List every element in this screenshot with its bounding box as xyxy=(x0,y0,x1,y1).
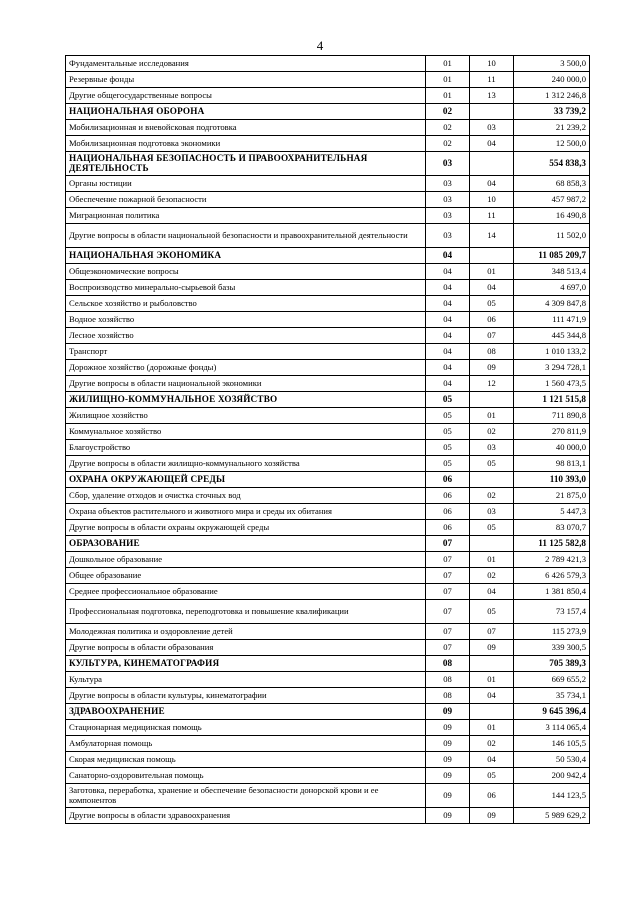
amount-cell: 16 490,8 xyxy=(514,208,590,224)
amount-cell: 240 000,0 xyxy=(514,72,590,88)
section-code-cell: 05 xyxy=(426,392,470,408)
section-code-cell: 04 xyxy=(426,280,470,296)
item-name-cell: Мобилизационная и вневойсковая подготовка xyxy=(66,120,426,136)
section-code-cell: 02 xyxy=(426,136,470,152)
amount-cell: 50 530,4 xyxy=(514,752,590,768)
subsection-code-cell: 06 xyxy=(470,312,514,328)
subsection-code-cell: 03 xyxy=(470,504,514,520)
amount-cell: 3 114 065,4 xyxy=(514,720,590,736)
section-code-cell: 07 xyxy=(426,552,470,568)
subsection-code-cell: 05 xyxy=(470,456,514,472)
item-name-cell: НАЦИОНАЛЬНАЯ ЭКОНОМИКА xyxy=(66,248,426,264)
item-name-cell: Другие вопросы в области национальной безопасности и правоохранительной деятельности xyxy=(66,224,426,248)
subsection-code-cell xyxy=(470,104,514,120)
amount-cell: 339 300,5 xyxy=(514,640,590,656)
section-code-cell: 09 xyxy=(426,808,470,824)
item-name-cell: Другие вопросы в области здравоохранения xyxy=(66,808,426,824)
amount-cell: 1 381 850,4 xyxy=(514,584,590,600)
section-code-cell: 08 xyxy=(426,672,470,688)
amount-cell: 144 123,5 xyxy=(514,784,590,808)
section-code-cell: 08 xyxy=(426,656,470,672)
item-name-cell: Культура xyxy=(66,672,426,688)
section-code-cell: 04 xyxy=(426,296,470,312)
table-row xyxy=(66,552,590,568)
amount-cell: 1 121 515,8 xyxy=(514,392,590,408)
subsection-code-cell: 09 xyxy=(470,808,514,824)
subsection-code-cell: 09 xyxy=(470,360,514,376)
amount-cell: 83 070,7 xyxy=(514,520,590,536)
subsection-code-cell xyxy=(470,704,514,720)
item-name-cell: Дорожное хозяйство (дорожные фонды) xyxy=(66,360,426,376)
subsection-code-cell: 01 xyxy=(470,408,514,424)
section-code-cell: 04 xyxy=(426,312,470,328)
subsection-code-cell: 05 xyxy=(470,768,514,784)
item-name-cell: Жилищное хозяйство xyxy=(66,408,426,424)
table-row xyxy=(66,136,590,152)
subsection-code-cell xyxy=(470,152,514,176)
table-row xyxy=(66,88,590,104)
subsection-code-cell: 05 xyxy=(470,600,514,624)
subsection-code-cell: 03 xyxy=(470,120,514,136)
amount-cell: 21 239,2 xyxy=(514,120,590,136)
table-row xyxy=(66,600,590,624)
item-name-cell: Фундаментальные исследования xyxy=(66,56,426,72)
item-name-cell: Воспроизводство минерально-сырьевой базы xyxy=(66,280,426,296)
subsection-code-cell: 04 xyxy=(470,280,514,296)
table-row xyxy=(66,208,590,224)
table-row xyxy=(66,456,590,472)
item-name-cell: Другие общегосударственные вопросы xyxy=(66,88,426,104)
table-row xyxy=(66,424,590,440)
section-code-cell: 05 xyxy=(426,424,470,440)
subsection-code-cell: 13 xyxy=(470,88,514,104)
section-code-cell: 04 xyxy=(426,328,470,344)
subsection-code-cell: 02 xyxy=(470,736,514,752)
subsection-code-cell xyxy=(470,248,514,264)
subsection-code-cell: 04 xyxy=(470,688,514,704)
section-code-cell: 05 xyxy=(426,456,470,472)
item-name-cell: Коммунальное хозяйство xyxy=(66,424,426,440)
subsection-code-cell: 05 xyxy=(470,520,514,536)
table-row xyxy=(66,624,590,640)
section-row xyxy=(66,152,590,176)
item-name-cell: Сельское хозяйство и рыболовство xyxy=(66,296,426,312)
amount-cell: 9 645 396,4 xyxy=(514,704,590,720)
section-code-cell: 09 xyxy=(426,720,470,736)
subsection-code-cell: 02 xyxy=(470,424,514,440)
section-row xyxy=(66,656,590,672)
subsection-code-cell: 14 xyxy=(470,224,514,248)
section-code-cell: 03 xyxy=(426,208,470,224)
subsection-code-cell: 04 xyxy=(470,584,514,600)
amount-cell: 40 000,0 xyxy=(514,440,590,456)
amount-cell: 270 811,9 xyxy=(514,424,590,440)
item-name-cell: ЗДРАВООХРАНЕНИЕ xyxy=(66,704,426,720)
subsection-code-cell: 10 xyxy=(470,192,514,208)
section-code-cell: 09 xyxy=(426,752,470,768)
subsection-code-cell: 01 xyxy=(470,264,514,280)
subsection-code-cell: 07 xyxy=(470,624,514,640)
amount-cell: 6 426 579,3 xyxy=(514,568,590,584)
amount-cell: 4 309 847,8 xyxy=(514,296,590,312)
subsection-code-cell: 04 xyxy=(470,752,514,768)
amount-cell: 1 010 133,2 xyxy=(514,344,590,360)
table-row xyxy=(66,584,590,600)
item-name-cell: Амбулаторная помощь xyxy=(66,736,426,752)
subsection-code-cell: 04 xyxy=(470,136,514,152)
table-row xyxy=(66,752,590,768)
table-row xyxy=(66,688,590,704)
section-row xyxy=(66,248,590,264)
table-row xyxy=(66,376,590,392)
table-row xyxy=(66,568,590,584)
amount-cell: 711 890,8 xyxy=(514,408,590,424)
section-code-cell: 02 xyxy=(426,120,470,136)
section-code-cell: 09 xyxy=(426,736,470,752)
subsection-code-cell: 04 xyxy=(470,176,514,192)
page-number: 4 xyxy=(316,38,324,53)
table-row xyxy=(66,408,590,424)
section-code-cell: 05 xyxy=(426,440,470,456)
amount-cell: 705 389,3 xyxy=(514,656,590,672)
section-code-cell: 06 xyxy=(426,520,470,536)
section-code-cell: 04 xyxy=(426,248,470,264)
amount-cell: 115 273,9 xyxy=(514,624,590,640)
amount-cell: 554 838,3 xyxy=(514,152,590,176)
amount-cell: 457 987,2 xyxy=(514,192,590,208)
budget-table-body xyxy=(66,56,590,824)
section-code-cell: 04 xyxy=(426,264,470,280)
section-code-cell: 04 xyxy=(426,360,470,376)
section-code-cell: 01 xyxy=(426,56,470,72)
section-code-cell: 07 xyxy=(426,584,470,600)
section-row xyxy=(66,104,590,120)
table-row xyxy=(66,520,590,536)
subsection-code-cell: 02 xyxy=(470,488,514,504)
amount-cell: 11 085 209,7 xyxy=(514,248,590,264)
table-row xyxy=(66,264,590,280)
section-code-cell: 07 xyxy=(426,640,470,656)
amount-cell: 5 447,3 xyxy=(514,504,590,520)
section-code-cell: 06 xyxy=(426,472,470,488)
item-name-cell: Общее образование xyxy=(66,568,426,584)
table-row xyxy=(66,488,590,504)
subsection-code-cell: 11 xyxy=(470,208,514,224)
amount-cell: 669 655,2 xyxy=(514,672,590,688)
table-row xyxy=(66,720,590,736)
item-name-cell: Благоустройство xyxy=(66,440,426,456)
amount-cell: 348 513,4 xyxy=(514,264,590,280)
table-row xyxy=(66,784,590,808)
subsection-code-cell: 05 xyxy=(470,296,514,312)
table-row xyxy=(66,736,590,752)
subsection-code-cell: 03 xyxy=(470,440,514,456)
section-code-cell: 06 xyxy=(426,504,470,520)
subsection-code-cell xyxy=(470,536,514,552)
table-row xyxy=(66,120,590,136)
table-row xyxy=(66,312,590,328)
item-name-cell: Другие вопросы в области культуры, кинематографии xyxy=(66,688,426,704)
section-code-cell: 07 xyxy=(426,624,470,640)
item-name-cell: Другие вопросы в области охраны окружающей среды xyxy=(66,520,426,536)
item-name-cell: НАЦИОНАЛЬНАЯ БЕЗОПАСНОСТЬ И ПРАВООХРАНИТЕЛЬНАЯ ДЕЯТЕЛЬНОСТЬ xyxy=(66,152,426,176)
section-row xyxy=(66,472,590,488)
table-row xyxy=(66,440,590,456)
item-name-cell: Другие вопросы в области национальной экономики xyxy=(66,376,426,392)
item-name-cell: Водное хозяйство xyxy=(66,312,426,328)
amount-cell: 68 858,3 xyxy=(514,176,590,192)
item-name-cell: Обеспечение пожарной безопасности xyxy=(66,192,426,208)
section-code-cell: 01 xyxy=(426,72,470,88)
item-name-cell: Скорая медицинская помощь xyxy=(66,752,426,768)
subsection-code-cell: 01 xyxy=(470,720,514,736)
section-code-cell: 04 xyxy=(426,376,470,392)
amount-cell: 445 344,8 xyxy=(514,328,590,344)
section-row xyxy=(66,536,590,552)
subsection-code-cell: 06 xyxy=(470,784,514,808)
table-row xyxy=(66,176,590,192)
item-name-cell: НАЦИОНАЛЬНАЯ ОБОРОНА xyxy=(66,104,426,120)
item-name-cell: КУЛЬТУРА, КИНЕМАТОГРАФИЯ xyxy=(66,656,426,672)
amount-cell: 98 813,1 xyxy=(514,456,590,472)
section-code-cell: 04 xyxy=(426,344,470,360)
item-name-cell: ЖИЛИЩНО-КОММУНАЛЬНОЕ ХОЗЯЙСТВО xyxy=(66,392,426,408)
item-name-cell: Органы юстиции xyxy=(66,176,426,192)
subsection-code-cell: 10 xyxy=(470,56,514,72)
item-name-cell: ОБРАЗОВАНИЕ xyxy=(66,536,426,552)
amount-cell: 1 312 246,8 xyxy=(514,88,590,104)
item-name-cell: Общеэкономические вопросы xyxy=(66,264,426,280)
item-name-cell: Резервные фонды xyxy=(66,72,426,88)
amount-cell: 35 734,1 xyxy=(514,688,590,704)
section-code-cell: 05 xyxy=(426,408,470,424)
amount-cell: 3 294 728,1 xyxy=(514,360,590,376)
amount-cell: 73 157,4 xyxy=(514,600,590,624)
table-row xyxy=(66,72,590,88)
section-row xyxy=(66,392,590,408)
item-name-cell: Транспорт xyxy=(66,344,426,360)
table-row xyxy=(66,640,590,656)
item-name-cell: Дошкольное образование xyxy=(66,552,426,568)
section-code-cell: 08 xyxy=(426,688,470,704)
amount-cell: 1 560 473,5 xyxy=(514,376,590,392)
subsection-code-cell: 07 xyxy=(470,328,514,344)
table-row xyxy=(66,504,590,520)
amount-cell: 110 393,0 xyxy=(514,472,590,488)
subsection-code-cell: 08 xyxy=(470,344,514,360)
section-code-cell: 09 xyxy=(426,768,470,784)
item-name-cell: Заготовка, переработка, хранение и обеспечение безопасности донорской крови и ее компонентов xyxy=(66,784,426,808)
item-name-cell: Молодежная политика и оздоровление детей xyxy=(66,624,426,640)
section-code-cell: 03 xyxy=(426,192,470,208)
amount-cell: 111 471,9 xyxy=(514,312,590,328)
table-row xyxy=(66,224,590,248)
subsection-code-cell: 02 xyxy=(470,568,514,584)
subsection-code-cell: 01 xyxy=(470,552,514,568)
subsection-code-cell xyxy=(470,392,514,408)
item-name-cell: Миграционная политика xyxy=(66,208,426,224)
amount-cell: 4 697,0 xyxy=(514,280,590,296)
amount-cell: 12 500,0 xyxy=(514,136,590,152)
item-name-cell: Другие вопросы в области жилищно-коммунального хозяйства xyxy=(66,456,426,472)
amount-cell: 33 739,2 xyxy=(514,104,590,120)
item-name-cell: Лесное хозяйство xyxy=(66,328,426,344)
item-name-cell: Среднее профессиональное образование xyxy=(66,584,426,600)
amount-cell: 200 942,4 xyxy=(514,768,590,784)
item-name-cell: Сбор, удаление отходов и очистка сточных вод xyxy=(66,488,426,504)
budget-table xyxy=(65,55,590,824)
subsection-code-cell: 11 xyxy=(470,72,514,88)
item-name-cell: Другие вопросы в области образования xyxy=(66,640,426,656)
table-row xyxy=(66,360,590,376)
table-row xyxy=(66,56,590,72)
section-code-cell: 07 xyxy=(426,536,470,552)
item-name-cell: Профессиональная подготовка, переподготовка и повышение квалификации xyxy=(66,600,426,624)
amount-cell: 11 125 582,8 xyxy=(514,536,590,552)
section-code-cell: 02 xyxy=(426,104,470,120)
section-code-cell: 06 xyxy=(426,488,470,504)
subsection-code-cell: 12 xyxy=(470,376,514,392)
table-row xyxy=(66,768,590,784)
item-name-cell: Мобилизационная подготовка экономики xyxy=(66,136,426,152)
item-name-cell: Охрана объектов растительного и животного мира и среды их обитания xyxy=(66,504,426,520)
amount-cell: 11 502,0 xyxy=(514,224,590,248)
item-name-cell: Стационарная медицинская помощь xyxy=(66,720,426,736)
section-row xyxy=(66,704,590,720)
section-code-cell: 07 xyxy=(426,568,470,584)
item-name-cell: Санаторно-оздоровительная помощь xyxy=(66,768,426,784)
subsection-code-cell: 09 xyxy=(470,640,514,656)
subsection-code-cell xyxy=(470,472,514,488)
amount-cell: 5 989 629,2 xyxy=(514,808,590,824)
table-row xyxy=(66,192,590,208)
item-name-cell: ОХРАНА ОКРУЖАЮЩЕЙ СРЕДЫ xyxy=(66,472,426,488)
amount-cell: 21 875,0 xyxy=(514,488,590,504)
section-code-cell: 03 xyxy=(426,176,470,192)
section-code-cell: 09 xyxy=(426,784,470,808)
table-row xyxy=(66,344,590,360)
subsection-code-cell xyxy=(470,656,514,672)
section-code-cell: 01 xyxy=(426,88,470,104)
section-code-cell: 07 xyxy=(426,600,470,624)
table-row xyxy=(66,296,590,312)
table-row xyxy=(66,808,590,824)
subsection-code-cell: 01 xyxy=(470,672,514,688)
section-code-cell: 09 xyxy=(426,704,470,720)
amount-cell: 146 105,5 xyxy=(514,736,590,752)
section-code-cell: 03 xyxy=(426,224,470,248)
amount-cell: 3 500,0 xyxy=(514,56,590,72)
table-row xyxy=(66,672,590,688)
section-code-cell: 03 xyxy=(426,152,470,176)
table-row xyxy=(66,328,590,344)
table-row xyxy=(66,280,590,296)
amount-cell: 2 789 421,3 xyxy=(514,552,590,568)
